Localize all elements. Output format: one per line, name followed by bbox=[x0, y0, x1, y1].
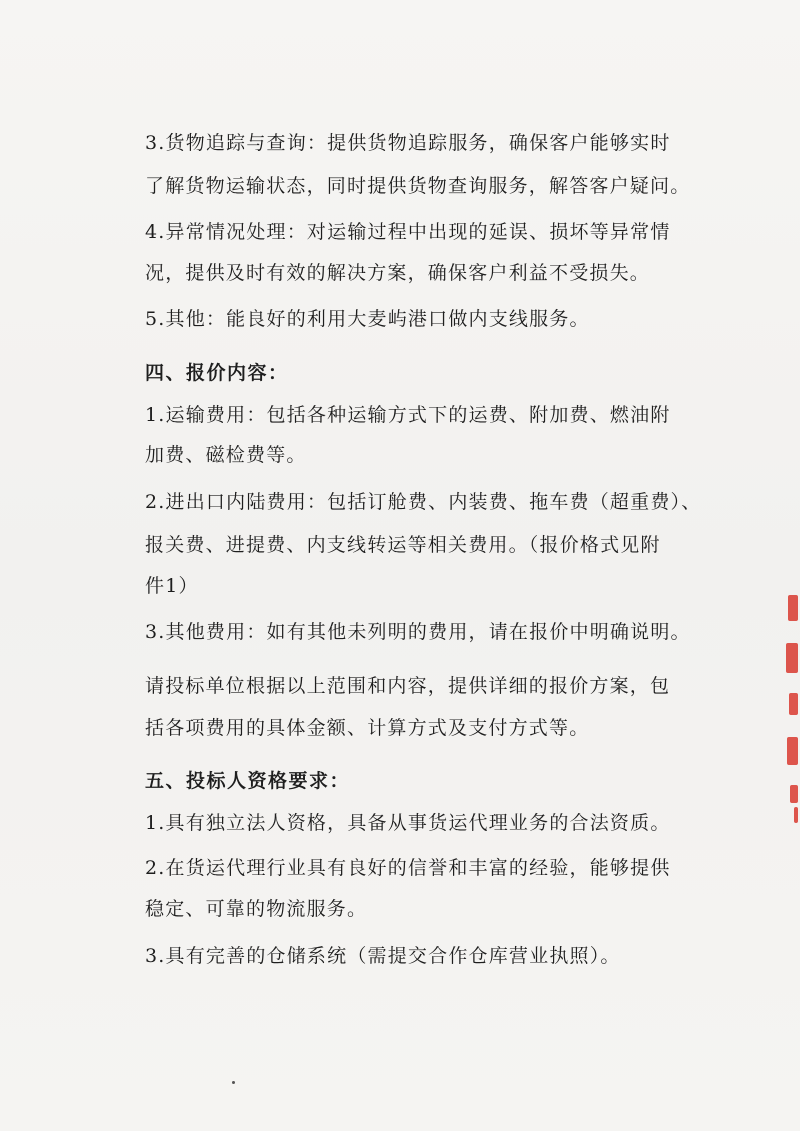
text-line: 3.其他费用：如有其他未列明的费用，请在报价中明确说明。 bbox=[145, 621, 691, 643]
scan-speck bbox=[232, 1081, 235, 1084]
text-line: 2.进出口内陆费用：包括订舱费、内装费、拖车费（超重费）、 bbox=[145, 491, 702, 513]
text-line: 稳定、可靠的物流服务。 bbox=[145, 898, 368, 920]
text-line: 1.具有独立法人资格，具备从事货运代理业务的合法资质。 bbox=[145, 812, 671, 834]
text-line: 1.运输费用：包括各种运输方式下的运费、附加费、燃油附 bbox=[145, 404, 671, 426]
text-line: 3.具有完善的仓储系统（需提交合作仓库营业执照）。 bbox=[145, 945, 621, 967]
text-line: 请投标单位根据以上范围和内容，提供详细的报价方案，包 bbox=[145, 675, 671, 697]
text-line: 况，提供及时有效的解决方案，确保客户利益不受损失。 bbox=[145, 262, 651, 284]
section-heading-bidder-qualifications: 五、投标人资格要求： bbox=[145, 770, 351, 792]
text-line: 4.异常情况处理：对运输过程中出现的延误、损坏等异常情 bbox=[145, 221, 671, 243]
text-line: 3.货物追踪与查询：提供货物追踪服务，确保客户能够实时 bbox=[145, 132, 671, 154]
text-line: 件1） bbox=[145, 575, 199, 597]
text-line: 5.其他：能良好的利用大麦屿港口做内支线服务。 bbox=[145, 308, 590, 330]
seal-stamp-edge bbox=[784, 595, 800, 825]
text-line: 了解货物运输状态，同时提供货物查询服务，解答客户疑问。 bbox=[145, 175, 691, 197]
text-line: 括各项费用的具体金额、计算方式及支付方式等。 bbox=[145, 717, 590, 739]
text-line: 2.在货运代理行业具有良好的信誉和丰富的经验，能够提供 bbox=[145, 857, 671, 879]
text-line: 加费、磁检费等。 bbox=[145, 444, 307, 466]
section-heading-quote-content: 四、报价内容： bbox=[145, 362, 289, 384]
text-line: 报关费、进提费、内支线转运等相关费用。（报价格式见附 bbox=[145, 534, 661, 556]
